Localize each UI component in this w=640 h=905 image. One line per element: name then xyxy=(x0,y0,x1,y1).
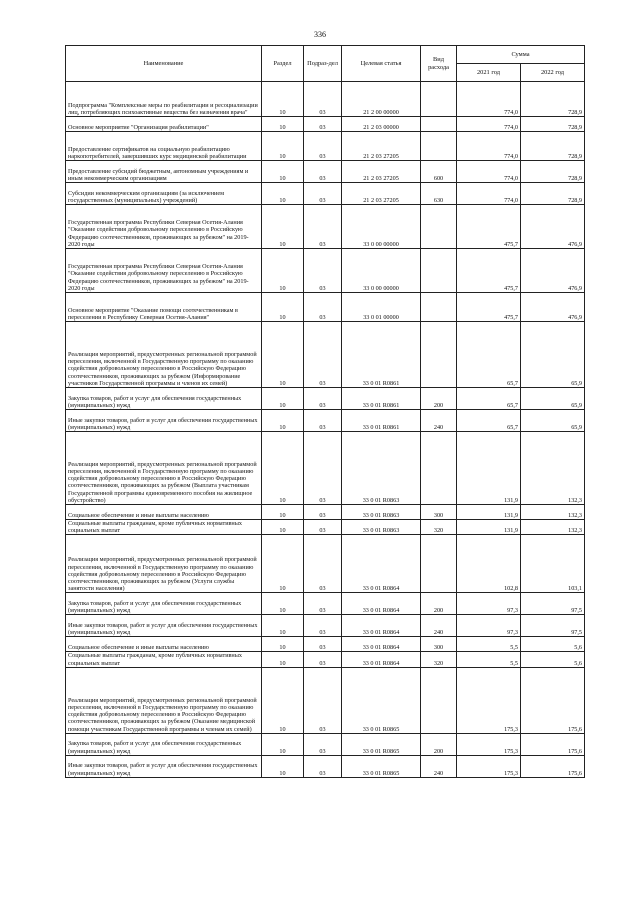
row-target: 33 0 01 R0861 xyxy=(342,388,421,410)
row-target: 21 2 03 27205 xyxy=(342,132,421,161)
row-name: Закупка товаров, работ и услуг для обеспечения государственных (муниципальных) нужд xyxy=(66,593,262,615)
row-amount-2022: 175,6 xyxy=(521,667,585,733)
row-name: Иные закупки товаров, работ и услуг для обеспечения государственных (муниципальных) нужд xyxy=(66,615,262,637)
row-target: 33 0 01 R0864 xyxy=(342,535,421,593)
table-row xyxy=(66,82,585,117)
table-row xyxy=(66,293,585,322)
row-target: 33 0 01 R0864 xyxy=(342,637,421,652)
table-row xyxy=(66,432,585,505)
row-target: 33 0 01 R0863 xyxy=(342,505,421,520)
row-amount-2022: 728,9 xyxy=(521,117,585,132)
table-row xyxy=(66,733,585,755)
row-section: 10 xyxy=(262,667,304,733)
table-row xyxy=(66,205,585,249)
header-year-2022: 2022 год xyxy=(521,64,585,82)
row-section: 10 xyxy=(262,637,304,652)
row-expense-type: 320 xyxy=(421,652,457,667)
row-section: 10 xyxy=(262,388,304,410)
row-target: 21 2 03 27205 xyxy=(342,183,421,205)
row-target: 33 0 01 R0864 xyxy=(342,615,421,637)
row-amount-2021: 774,0 xyxy=(457,117,521,132)
row-amount-2021: 65,7 xyxy=(457,322,521,388)
row-amount-2021: 774,0 xyxy=(457,82,521,117)
row-target: 21 2 00 00000 xyxy=(342,82,421,117)
row-section: 10 xyxy=(262,615,304,637)
row-amount-2021: 774,0 xyxy=(457,183,521,205)
row-name: Иные закупки товаров, работ и услуг для обеспечения государственных (муниципальных) нужд xyxy=(66,410,262,432)
row-subsection: 03 xyxy=(304,520,342,535)
row-amount-2021: 5,5 xyxy=(457,637,521,652)
row-expense-type xyxy=(421,667,457,733)
row-amount-2021: 475,7 xyxy=(457,249,521,293)
row-amount-2021: 97,3 xyxy=(457,593,521,615)
row-expense-type xyxy=(421,432,457,505)
row-subsection: 03 xyxy=(304,82,342,117)
row-amount-2022: 5,6 xyxy=(521,652,585,667)
row-expense-type: 300 xyxy=(421,505,457,520)
row-subsection: 03 xyxy=(304,432,342,505)
row-target: 21 2 03 00000 xyxy=(342,117,421,132)
row-amount-2022: 5,6 xyxy=(521,637,585,652)
row-name: Реализация мероприятий, предусмотренных региональной программой переселения, включенной в Государственную программу по оказанию содействия добровольному переселению в Российскую Федерацию соотечественников, проживающих за рубежом (Оказание медицинской помощи участникам Государственной программы и членам их семей) xyxy=(66,667,262,733)
row-name: Закупка товаров, работ и услуг для обеспечения государственных (муниципальных) нужд xyxy=(66,388,262,410)
table-row xyxy=(66,755,585,777)
row-name: Реализация мероприятий, предусмотренных региональной программой переселения, включенной в Государственную программу по оказанию содействия добровольному переселению в Российскую Федерацию соотечественников, проживающих за рубежом (Услуги службы занятости населения) xyxy=(66,535,262,593)
header-name: Наименование xyxy=(66,46,262,82)
row-amount-2022: 728,9 xyxy=(521,82,585,117)
row-subsection: 03 xyxy=(304,161,342,183)
row-expense-type xyxy=(421,249,457,293)
row-expense-type: 240 xyxy=(421,410,457,432)
row-expense-type: 600 xyxy=(421,161,457,183)
row-amount-2022: 132,3 xyxy=(521,432,585,505)
row-expense-type xyxy=(421,205,457,249)
row-amount-2021: 131,9 xyxy=(457,432,521,505)
row-section: 10 xyxy=(262,410,304,432)
table-row xyxy=(66,249,585,293)
row-amount-2022: 476,9 xyxy=(521,205,585,249)
row-subsection: 03 xyxy=(304,652,342,667)
row-section: 10 xyxy=(262,733,304,755)
row-subsection: 03 xyxy=(304,322,342,388)
row-expense-type xyxy=(421,322,457,388)
table-row xyxy=(66,505,585,520)
row-subsection: 03 xyxy=(304,388,342,410)
row-amount-2021: 175,3 xyxy=(457,755,521,777)
row-name: Подпрограмма "Комплексные меры по реабилитации и ресоциализации лиц, потребляющих психоактивные вещества без назначения врача" xyxy=(66,82,262,117)
table-row xyxy=(66,637,585,652)
row-section: 10 xyxy=(262,505,304,520)
row-expense-type: 300 xyxy=(421,637,457,652)
row-section: 10 xyxy=(262,183,304,205)
table-row xyxy=(66,132,585,161)
row-amount-2022: 103,1 xyxy=(521,535,585,593)
row-expense-type xyxy=(421,82,457,117)
row-amount-2022: 476,9 xyxy=(521,293,585,322)
row-target: 33 0 01 R0863 xyxy=(342,432,421,505)
header-year-2021: 2021 год xyxy=(457,64,521,82)
table-row xyxy=(66,117,585,132)
row-section: 10 xyxy=(262,293,304,322)
table-row xyxy=(66,652,585,667)
header-subsection: Подраз-дел xyxy=(304,46,342,82)
table-row xyxy=(66,161,585,183)
row-name: Основное мероприятие "Организация реабилитации" xyxy=(66,117,262,132)
row-amount-2022: 728,9 xyxy=(521,183,585,205)
table-row xyxy=(66,183,585,205)
row-target: 33 0 01 R0865 xyxy=(342,667,421,733)
row-expense-type: 630 xyxy=(421,183,457,205)
table-row xyxy=(66,520,585,535)
row-amount-2021: 774,0 xyxy=(457,161,521,183)
row-subsection: 03 xyxy=(304,535,342,593)
row-expense-type xyxy=(421,132,457,161)
row-amount-2022: 728,9 xyxy=(521,161,585,183)
row-subsection: 03 xyxy=(304,249,342,293)
row-name: Социальные выплаты гражданам, кроме публичных нормативных социальных выплат xyxy=(66,520,262,535)
row-expense-type xyxy=(421,117,457,132)
row-target: 33 0 01 00000 xyxy=(342,293,421,322)
row-expense-type: 200 xyxy=(421,388,457,410)
row-section: 10 xyxy=(262,520,304,535)
row-target: 33 0 01 R0861 xyxy=(342,410,421,432)
row-section: 10 xyxy=(262,132,304,161)
row-section: 10 xyxy=(262,535,304,593)
row-amount-2021: 5,5 xyxy=(457,652,521,667)
row-amount-2022: 132,3 xyxy=(521,505,585,520)
row-target: 21 2 03 27205 xyxy=(342,161,421,183)
row-section: 10 xyxy=(262,249,304,293)
row-target: 33 0 00 00000 xyxy=(342,205,421,249)
row-target: 33 0 01 R0864 xyxy=(342,652,421,667)
table-row xyxy=(66,615,585,637)
row-target: 33 0 01 R0863 xyxy=(342,520,421,535)
row-amount-2022: 97,5 xyxy=(521,615,585,637)
row-amount-2022: 132,3 xyxy=(521,520,585,535)
table-body xyxy=(66,82,585,778)
row-subsection: 03 xyxy=(304,505,342,520)
row-subsection: 03 xyxy=(304,615,342,637)
row-subsection: 03 xyxy=(304,293,342,322)
row-amount-2021: 131,9 xyxy=(457,505,521,520)
row-amount-2021: 175,3 xyxy=(457,667,521,733)
header-target: Целевая статья xyxy=(342,46,421,82)
row-name: Социальное обеспечение и иные выплаты населению xyxy=(66,505,262,520)
table-row xyxy=(66,410,585,432)
table-row xyxy=(66,667,585,733)
row-subsection: 03 xyxy=(304,637,342,652)
row-name: Предоставление субсидий бюджетным, автономным учреждениям и иным некоммерческим организациям xyxy=(66,161,262,183)
row-name: Иные закупки товаров, работ и услуг для обеспечения государственных (муниципальных) нужд xyxy=(66,755,262,777)
row-expense-type: 240 xyxy=(421,755,457,777)
row-target: 33 0 00 00000 xyxy=(342,249,421,293)
row-amount-2022: 65,9 xyxy=(521,322,585,388)
row-subsection: 03 xyxy=(304,183,342,205)
row-expense-type xyxy=(421,535,457,593)
row-name: Субсидии некоммерческим организациям (за исключением государственных (муниципальных) учреждений) xyxy=(66,183,262,205)
row-target: 33 0 01 R0864 xyxy=(342,593,421,615)
row-amount-2022: 65,9 xyxy=(521,388,585,410)
row-expense-type: 200 xyxy=(421,593,457,615)
row-subsection: 03 xyxy=(304,667,342,733)
row-amount-2021: 175,3 xyxy=(457,733,521,755)
row-expense-type xyxy=(421,293,457,322)
row-subsection: 03 xyxy=(304,205,342,249)
row-subsection: 03 xyxy=(304,132,342,161)
table-row xyxy=(66,322,585,388)
row-amount-2021: 131,9 xyxy=(457,520,521,535)
row-amount-2021: 102,8 xyxy=(457,535,521,593)
row-section: 10 xyxy=(262,593,304,615)
row-section: 10 xyxy=(262,322,304,388)
row-section: 10 xyxy=(262,432,304,505)
row-name: Государственная программа Республики Северная Осетия-Алания "Оказание содействия добровольному переселению в Российскую Федерацию соотечественников, проживающих за рубежом" на 2019-2020 годы xyxy=(66,205,262,249)
row-amount-2022: 65,9 xyxy=(521,410,585,432)
row-section: 10 xyxy=(262,82,304,117)
row-subsection: 03 xyxy=(304,593,342,615)
row-section: 10 xyxy=(262,205,304,249)
row-amount-2021: 65,7 xyxy=(457,410,521,432)
row-section: 10 xyxy=(262,117,304,132)
row-target: 33 0 01 R0865 xyxy=(342,733,421,755)
row-subsection: 03 xyxy=(304,117,342,132)
row-amount-2021: 65,7 xyxy=(457,388,521,410)
row-name: Реализация мероприятий, предусмотренных региональной программой переселения, включенной в Государственную программу по оказанию содействия добровольному переселению в Российскую Федерацию соотечественников, проживающих за рубежом (Выплата участникам Государственной программы единовременного пособия на жилищное обустройство) xyxy=(66,432,262,505)
row-expense-type: 240 xyxy=(421,615,457,637)
row-name: Государственная программа Республики Северная Осетия-Алания "Оказание содействия добровольному переселению в Российскую Федерацию соотечественников, проживающих за рубежом" на 2019-2020 годы xyxy=(66,249,262,293)
header-sum: Сумма xyxy=(457,46,585,64)
row-amount-2021: 475,7 xyxy=(457,205,521,249)
table-row xyxy=(66,388,585,410)
row-name: Основное мероприятие "Оказание помощи соотечественникам в переселении в Республику Северная Осетия-Алания" xyxy=(66,293,262,322)
row-name: Предоставление сертификатов на социальную реабилитацию наркопотребителей, завершивших курс медицинской реабилитации xyxy=(66,132,262,161)
row-amount-2022: 728,9 xyxy=(521,132,585,161)
table-row xyxy=(66,593,585,615)
row-section: 10 xyxy=(262,161,304,183)
table-header xyxy=(66,46,585,82)
table-row xyxy=(66,535,585,593)
header-expense-type: Вид расхода xyxy=(421,46,457,82)
row-amount-2022: 175,6 xyxy=(521,755,585,777)
row-amount-2021: 97,3 xyxy=(457,615,521,637)
row-amount-2022: 175,6 xyxy=(521,733,585,755)
header-section: Раздел xyxy=(262,46,304,82)
row-target: 33 0 01 R0865 xyxy=(342,755,421,777)
row-expense-type: 200 xyxy=(421,733,457,755)
row-amount-2021: 475,7 xyxy=(457,293,521,322)
row-subsection: 03 xyxy=(304,755,342,777)
row-subsection: 03 xyxy=(304,733,342,755)
row-expense-type: 320 xyxy=(421,520,457,535)
row-name: Социальное обеспечение и иные выплаты населению xyxy=(66,637,262,652)
row-section: 10 xyxy=(262,652,304,667)
row-amount-2022: 97,5 xyxy=(521,593,585,615)
page-number: 336 xyxy=(314,30,326,39)
row-name: Социальные выплаты гражданам, кроме публичных нормативных социальных выплат xyxy=(66,652,262,667)
row-amount-2021: 774,0 xyxy=(457,132,521,161)
row-subsection: 03 xyxy=(304,410,342,432)
row-name: Закупка товаров, работ и услуг для обеспечения государственных (муниципальных) нужд xyxy=(66,733,262,755)
row-target: 33 0 01 R0861 xyxy=(342,322,421,388)
budget-table xyxy=(65,45,585,778)
row-section: 10 xyxy=(262,755,304,777)
row-name: Реализация мероприятий, предусмотренных региональной программой переселения, включенной в Государственную программу по оказанию содействия добровольному переселению в Российскую Федерацию соотечественников, проживающих за рубежом (Информирование участников Государственной программы и членов их семей) xyxy=(66,322,262,388)
row-amount-2022: 476,9 xyxy=(521,249,585,293)
